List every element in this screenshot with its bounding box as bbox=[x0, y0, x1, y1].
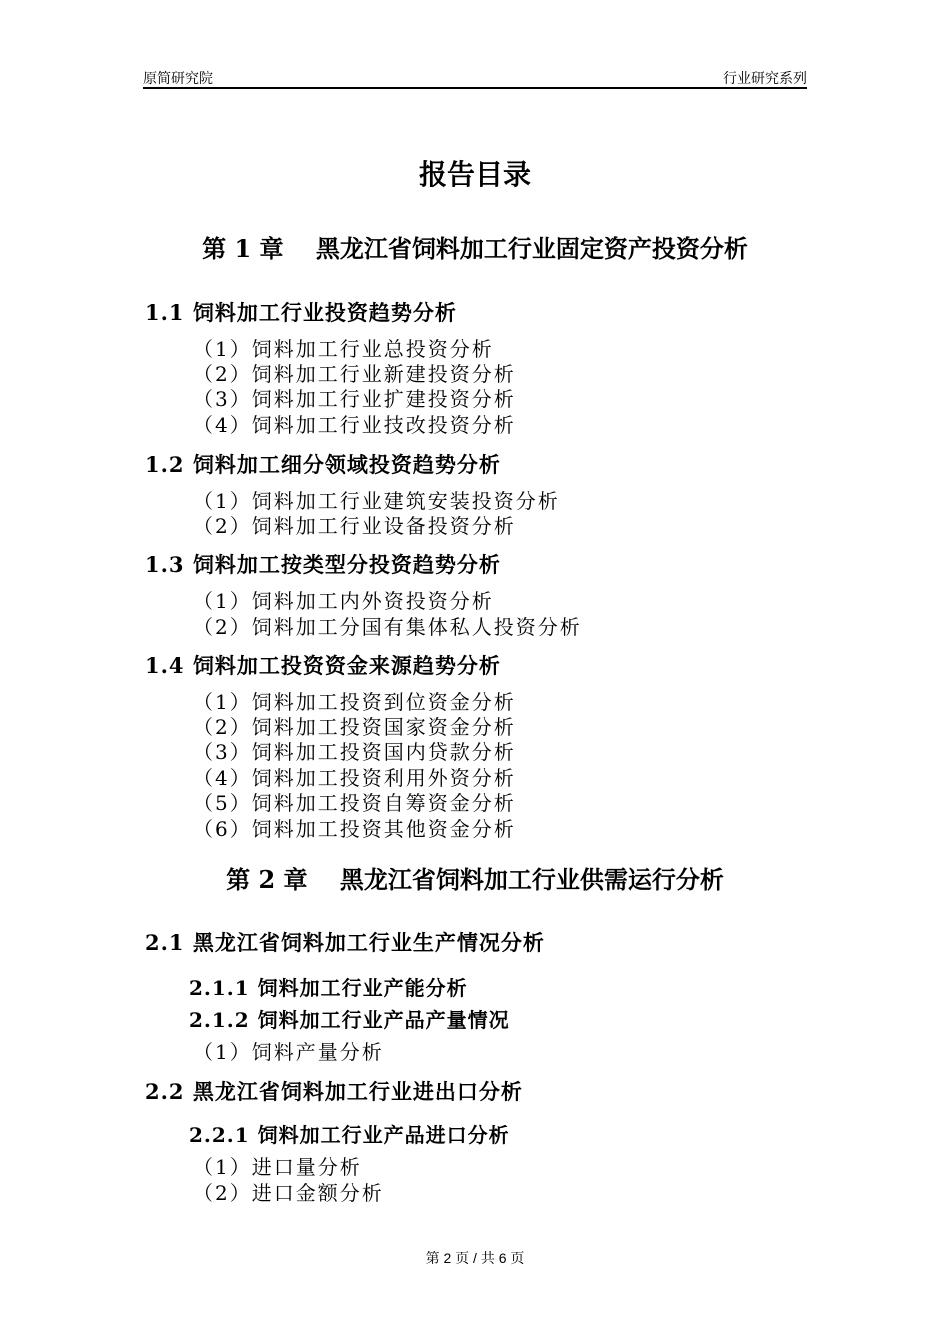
subsection-heading: 2.1.1 饲料加工行业产能分析 bbox=[189, 976, 468, 1000]
subsection-heading: 2.1.2 饲料加工行业产品产量情况 bbox=[189, 1008, 510, 1032]
section-heading: 1.4 饲料加工投资资金来源趋势分析 bbox=[145, 652, 501, 678]
toc-item: （1）饲料加工内外资投资分析 bbox=[193, 589, 494, 613]
chapter-heading: 第 2 章 黑龙江省饲料加工行业供需运行分析 bbox=[226, 865, 724, 894]
toc-item: （2）饲料加工分国有集体私人投资分析 bbox=[193, 615, 582, 639]
page-number: 第 2 页 / 共 6 页 bbox=[425, 1250, 525, 1266]
header-rule bbox=[143, 87, 807, 89]
toc-item: （1）饲料产量分析 bbox=[193, 1040, 384, 1064]
toc-item: （2）饲料加工投资国家资金分析 bbox=[193, 715, 516, 739]
toc-item: （4）饲料加工行业技改投资分析 bbox=[193, 413, 516, 437]
section-heading: 2.1 黑龙江省饲料加工行业生产情况分析 bbox=[145, 929, 545, 955]
subsection-heading: 2.2.1 饲料加工行业产品进口分析 bbox=[189, 1123, 510, 1147]
toc-item: （3）饲料加工投资国内贷款分析 bbox=[193, 740, 516, 764]
section-heading: 1.2 饲料加工细分领域投资趋势分析 bbox=[145, 451, 501, 477]
header-org: 原简研究院 bbox=[143, 70, 213, 86]
chapter-heading: 第 1 章 黑龙江省饲料加工行业固定资产投资分析 bbox=[202, 234, 748, 263]
section-heading: 1.1 饲料加工行业投资趋势分析 bbox=[145, 299, 457, 325]
toc-item: （2）饲料加工行业设备投资分析 bbox=[193, 514, 516, 538]
section-heading: 1.3 饲料加工按类型分投资趋势分析 bbox=[145, 551, 501, 577]
toc-item: （1）饲料加工行业建筑安装投资分析 bbox=[193, 489, 560, 513]
toc-item: （2）进口金额分析 bbox=[193, 1181, 384, 1205]
toc-item: （2）饲料加工行业新建投资分析 bbox=[193, 362, 516, 386]
document-title: 报告目录 bbox=[418, 158, 531, 191]
header-series: 行业研究系列 bbox=[723, 70, 807, 86]
toc-item: （4）饲料加工投资利用外资分析 bbox=[193, 766, 516, 790]
toc-item: （1）进口量分析 bbox=[193, 1155, 362, 1179]
toc-item: （1）饲料加工投资到位资金分析 bbox=[193, 690, 516, 714]
toc-item: （1）饲料加工行业总投资分析 bbox=[193, 337, 494, 361]
toc-item: （6）饲料加工投资其他资金分析 bbox=[193, 817, 516, 841]
section-heading: 2.2 黑龙江省饲料加工行业进出口分析 bbox=[145, 1078, 523, 1104]
toc-item: （3）饲料加工行业扩建投资分析 bbox=[193, 387, 516, 411]
toc-item: （5）饲料加工投资自筹资金分析 bbox=[193, 791, 516, 815]
